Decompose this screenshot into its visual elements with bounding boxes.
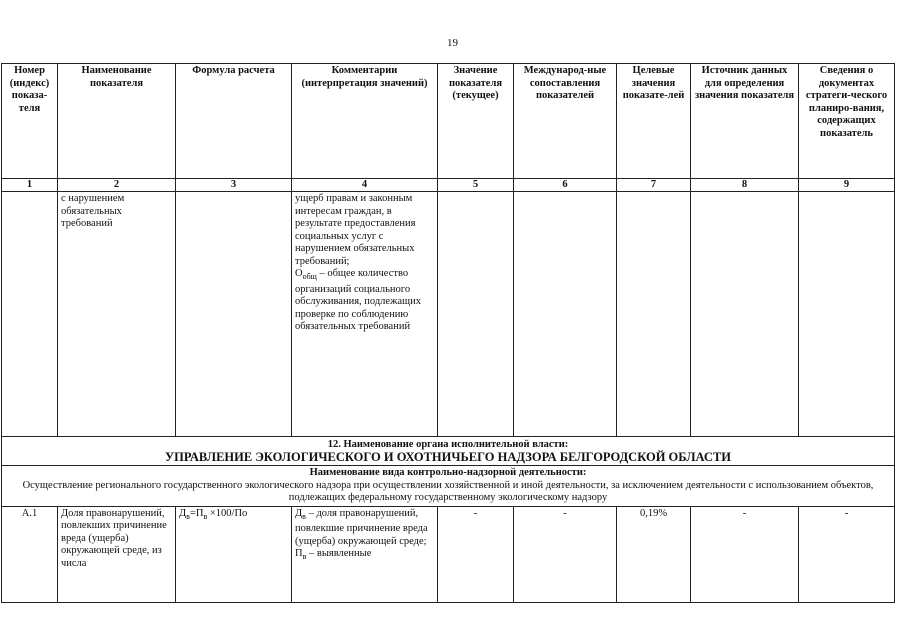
formula-d-sub: в [186, 511, 190, 521]
indicators-table [1, 63, 895, 603]
a1-target: 0,19% [617, 506, 691, 602]
col-number: 2 [58, 179, 176, 192]
a1-intl: - [514, 506, 617, 602]
comment-p-sym: П [295, 548, 303, 560]
formula-tail: ×100/По [207, 507, 248, 519]
a1-docs: - [799, 506, 895, 602]
a1-comment-p [295, 548, 434, 564]
symbol-o: О [295, 268, 303, 279]
cont-intl-cell [514, 192, 617, 437]
col-number: 9 [799, 179, 895, 192]
header-formula: Формула расчета [176, 64, 292, 179]
a1-name: Доля правонарушений, повлекших причинение вреда (ущерба) окружающей среде, из числа [58, 506, 176, 602]
cont-source-cell [691, 192, 799, 437]
formula-mid: =П [189, 507, 204, 519]
column-number-row [2, 179, 895, 192]
header-comments: Комментарии (интерпретация значений) [292, 64, 438, 179]
header-source: Источник данных для определения значения показателя [691, 64, 799, 179]
cont-docs-cell [799, 192, 895, 437]
col-number: 4 [292, 179, 438, 192]
col-number: 3 [176, 179, 292, 192]
kind-row [2, 466, 895, 507]
section-header-cell [2, 437, 895, 466]
header-intl: Международ-ные сопоставления показателей [514, 64, 617, 179]
section-header-row [2, 437, 895, 466]
comment-p-sub: в [302, 552, 307, 562]
formula-d: Д [179, 507, 187, 519]
col-number: 8 [691, 179, 799, 192]
col-number: 7 [617, 179, 691, 192]
page-number: 19 [447, 37, 458, 49]
comment-p-text: – выявленные [306, 548, 372, 560]
header-value: Значение показателя (текущее) [438, 64, 514, 179]
a1-comment-d [295, 508, 434, 549]
a1-source: - [691, 506, 799, 602]
cont-target-cell [617, 192, 691, 437]
symbol-sub: общ [302, 272, 317, 282]
col-number: 1 [2, 179, 58, 192]
section-line1: 12. Наименование органа исполнительной власти: [327, 439, 569, 450]
cont-comment-a: ущерб правам и законным интересам граждан, в результате предоставления социальных услуг с нарушением обязательных требований; [295, 193, 416, 267]
comment-d-sym: Д [295, 507, 303, 519]
a1-value: - [438, 506, 514, 602]
cont-comment-cell [292, 192, 438, 437]
cont-comment-b [295, 268, 434, 334]
section-line2: УПРАВЛЕНИЕ ЭКОЛОГИЧЕСКОГО И ОХОТНИЧЬЕГО НАДЗОРА БЕЛГОРОДСКОЙ ОБЛАСТИ [164, 450, 732, 464]
a1-formula [176, 506, 292, 602]
header-name: Наименование показателя [58, 64, 176, 179]
a1-comment [292, 506, 438, 602]
col-number: 5 [438, 179, 514, 192]
cont-value-cell [438, 192, 514, 437]
cont-name-cell: с нарушением обязательных требований [58, 192, 176, 437]
header-row [2, 64, 895, 179]
kind-cell [2, 466, 895, 507]
comment-b-text: – общее количество организаций социального обслуживания, подлежащих проверке по соблюдению обязательных требований [295, 268, 421, 333]
header-index: Номер (индекс) показа-теля [2, 64, 58, 179]
kind-title: Наименование вида контрольно-надзорной деятельности: [309, 467, 587, 478]
formula-p-sub: в [203, 511, 208, 521]
comment-d-text: – доля правонарушений, повлекшие причинение вреда (ущерба) окружающей среде; [295, 507, 428, 547]
kind-text: Осуществление регионального государственного экологического надзора при осуществлении хозяйственной и иной деятельности, за исключением деятельности с использованием объектов, подлежащих федеральному государственному экологическому надзору [22, 479, 874, 503]
cont-index-cell [2, 192, 58, 437]
a1-index: А.1 [2, 506, 58, 602]
continued-row [2, 192, 895, 437]
col-number: 6 [514, 179, 617, 192]
cont-formula-cell [176, 192, 292, 437]
table-row [2, 506, 895, 602]
header-docs: Сведения о документах стратеги-ческого планиро-вания, содержащих показатель [799, 64, 895, 179]
header-target: Целевые значения показате-лей [617, 64, 691, 179]
comment-d-sub: в [302, 511, 306, 521]
